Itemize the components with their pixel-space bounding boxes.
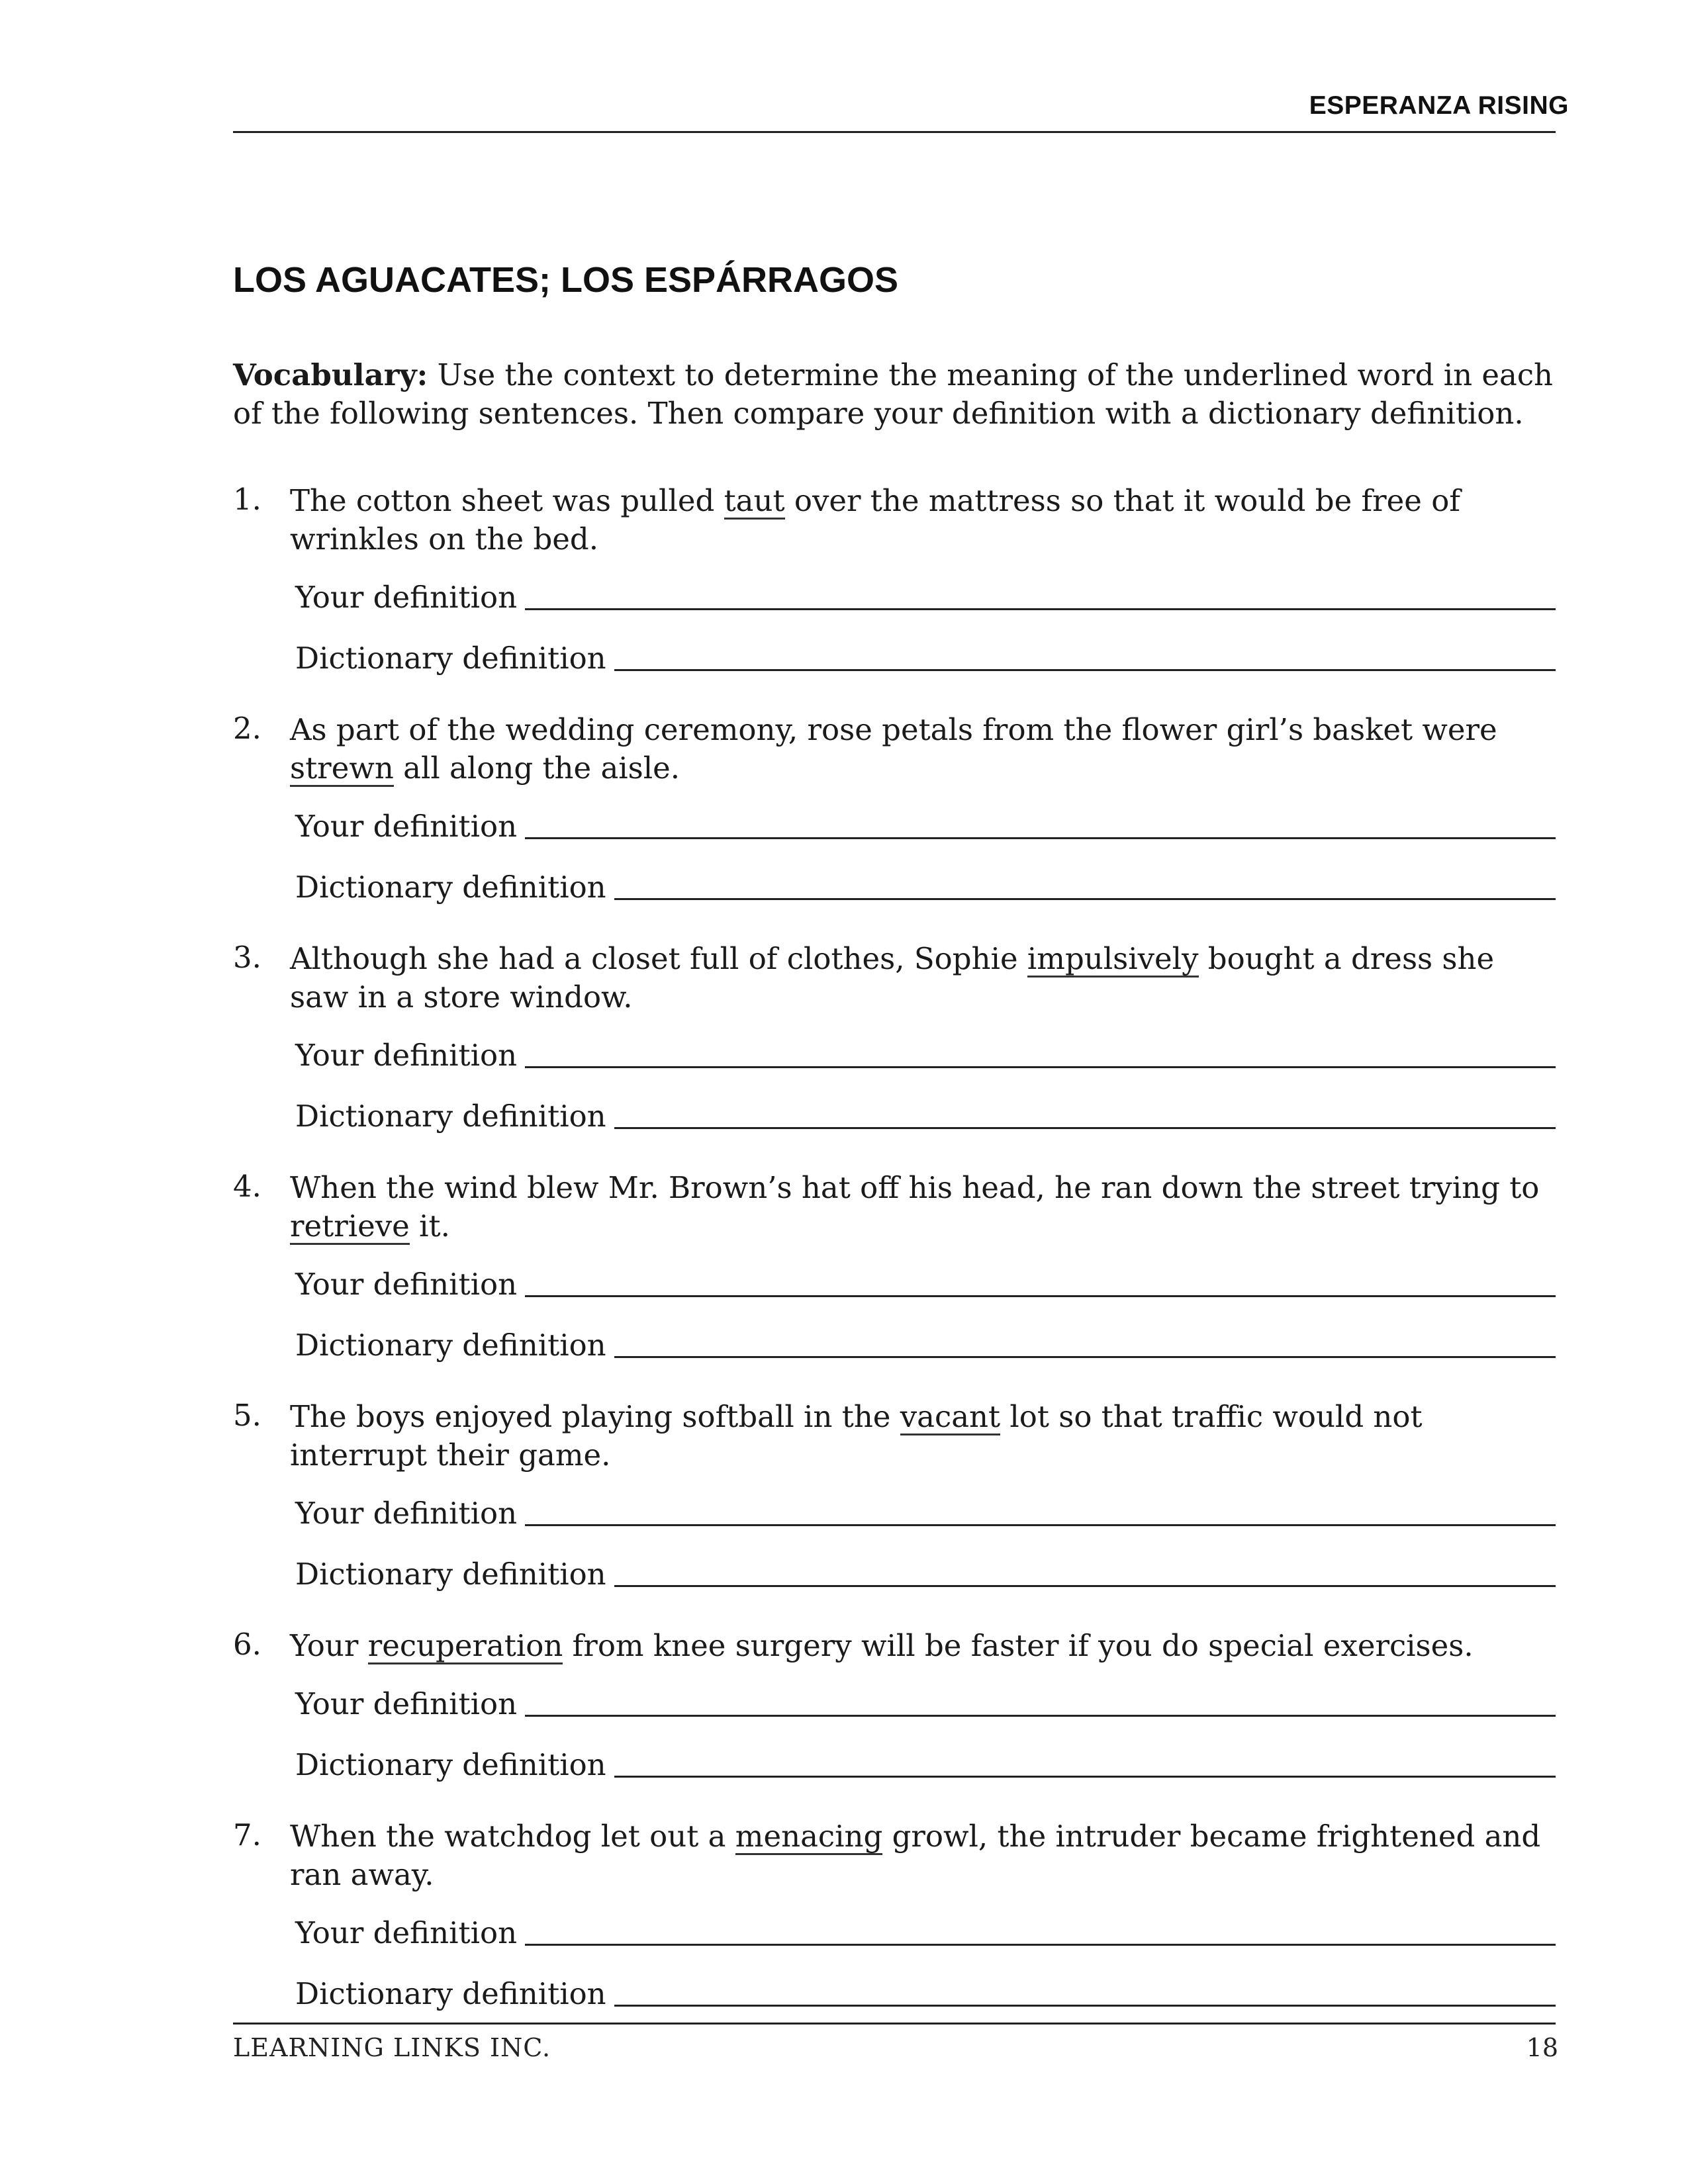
dictionary-definition-label: Dictionary definition — [295, 1328, 606, 1363]
underlined-word: recuperation — [367, 1628, 563, 1663]
answer-blank[interactable] — [525, 1917, 1556, 1946]
item-number: 7. — [233, 1817, 261, 1852]
item-sentence: The boys enjoyed playing softball in the vacant lot so that traffic would not interrupt their game. — [290, 1399, 1423, 1473]
your-definition-label: Your definition — [295, 1686, 518, 1721]
your-definition-label: Your definition — [295, 1038, 518, 1073]
dictionary-definition-line[interactable] — [295, 1329, 1556, 1362]
answer-blank[interactable] — [614, 1101, 1556, 1129]
item-sentence: When the watchdog let out a menacing growl, the intruder became frightened and ran away. — [290, 1819, 1541, 1892]
dictionary-definition-label: Dictionary definition — [295, 1557, 606, 1592]
item-number: 6. — [233, 1627, 261, 1662]
item-sentence: Your recuperation from knee surgery will be faster if you do special exercises. — [290, 1628, 1474, 1663]
your-definition-label: Your definition — [295, 1267, 518, 1302]
your-definition-line[interactable] — [295, 1917, 1556, 1950]
dictionary-definition-label: Dictionary definition — [295, 870, 606, 905]
underlined-word: impulsively — [1027, 941, 1199, 976]
item-number: 4. — [233, 1169, 261, 1204]
answer-blank[interactable] — [614, 1559, 1556, 1587]
running-header: ESPERANZA RISING — [1309, 91, 1569, 120]
dictionary-definition-line[interactable] — [295, 1558, 1556, 1591]
item-number: 3. — [233, 940, 261, 975]
your-definition-line[interactable] — [295, 1039, 1556, 1072]
answer-blank[interactable] — [525, 1498, 1556, 1526]
answer-blank[interactable] — [525, 582, 1556, 610]
your-definition-label: Your definition — [295, 1496, 518, 1531]
underlined-word: retrieve — [290, 1208, 410, 1244]
dictionary-definition-line[interactable] — [295, 1100, 1556, 1133]
dictionary-definition-label: Dictionary definition — [295, 641, 606, 676]
your-definition-label: Your definition — [295, 1915, 518, 1950]
dictionary-definition-label: Dictionary definition — [295, 1099, 606, 1134]
underlined-word: taut — [724, 483, 785, 518]
item-sentence: As part of the wedding ceremony, rose petals from the flower girl’s basket were strewn all along the aisle. — [290, 712, 1497, 786]
item-sentence: The cotton sheet was pulled taut over the mattress so that it would be free of wrinkles on the bed. — [290, 483, 1460, 557]
header-rule — [233, 131, 1556, 133]
item-number: 5. — [233, 1398, 261, 1433]
instructions-label: Vocabulary: — [233, 357, 428, 392]
page-title: LOS AGUACATES; LOS ESPÁRRAGOS — [233, 260, 899, 300]
your-definition-line[interactable] — [295, 1268, 1556, 1301]
footer-rule — [233, 2023, 1556, 2025]
dictionary-definition-line[interactable] — [295, 871, 1556, 904]
answer-blank[interactable] — [614, 1749, 1556, 1778]
your-definition-label: Your definition — [295, 809, 518, 844]
page-number: 18 — [1526, 2033, 1558, 2062]
underlined-word: strewn — [290, 751, 394, 786]
your-definition-line[interactable] — [295, 581, 1556, 614]
item-number: 1. — [233, 482, 261, 517]
your-definition-line[interactable] — [295, 810, 1556, 843]
publisher-name: LEARNING LINKS INC. — [233, 2033, 551, 2062]
dictionary-definition-line[interactable] — [295, 1978, 1556, 2011]
dictionary-definition-label: Dictionary definition — [295, 1976, 606, 2011]
underlined-word: menacing — [735, 1819, 883, 1854]
item-sentence: Although she had a closet full of clothes, Sophie impulsively bought a dress she saw in a store window. — [290, 941, 1495, 1015]
answer-blank[interactable] — [614, 643, 1556, 671]
your-definition-label: Your definition — [295, 580, 518, 615]
dictionary-definition-line[interactable] — [295, 1749, 1556, 1782]
answer-blank[interactable] — [525, 1269, 1556, 1297]
dictionary-definition-label: Dictionary definition — [295, 1747, 606, 1782]
item-sentence: When the wind blew Mr. Brown’s hat off his head, he ran down the street trying to retrieve it. — [290, 1170, 1540, 1244]
your-definition-line[interactable] — [295, 1497, 1556, 1530]
instructions — [233, 356, 1564, 433]
instructions-text: Use the context to determine the meaning of the underlined word in each of the following sentences. Then compare your definition with a dictionary definition. — [233, 357, 1554, 431]
your-definition-line[interactable] — [295, 1688, 1556, 1721]
answer-blank[interactable] — [525, 1688, 1556, 1717]
answer-blank[interactable] — [614, 872, 1556, 900]
answer-blank[interactable] — [525, 811, 1556, 839]
answer-blank[interactable] — [614, 1978, 1556, 2007]
answer-blank[interactable] — [614, 1330, 1556, 1358]
underlined-word: vacant — [900, 1399, 1001, 1434]
answer-blank[interactable] — [525, 1040, 1556, 1068]
dictionary-definition-line[interactable] — [295, 642, 1556, 675]
item-number: 2. — [233, 711, 261, 746]
